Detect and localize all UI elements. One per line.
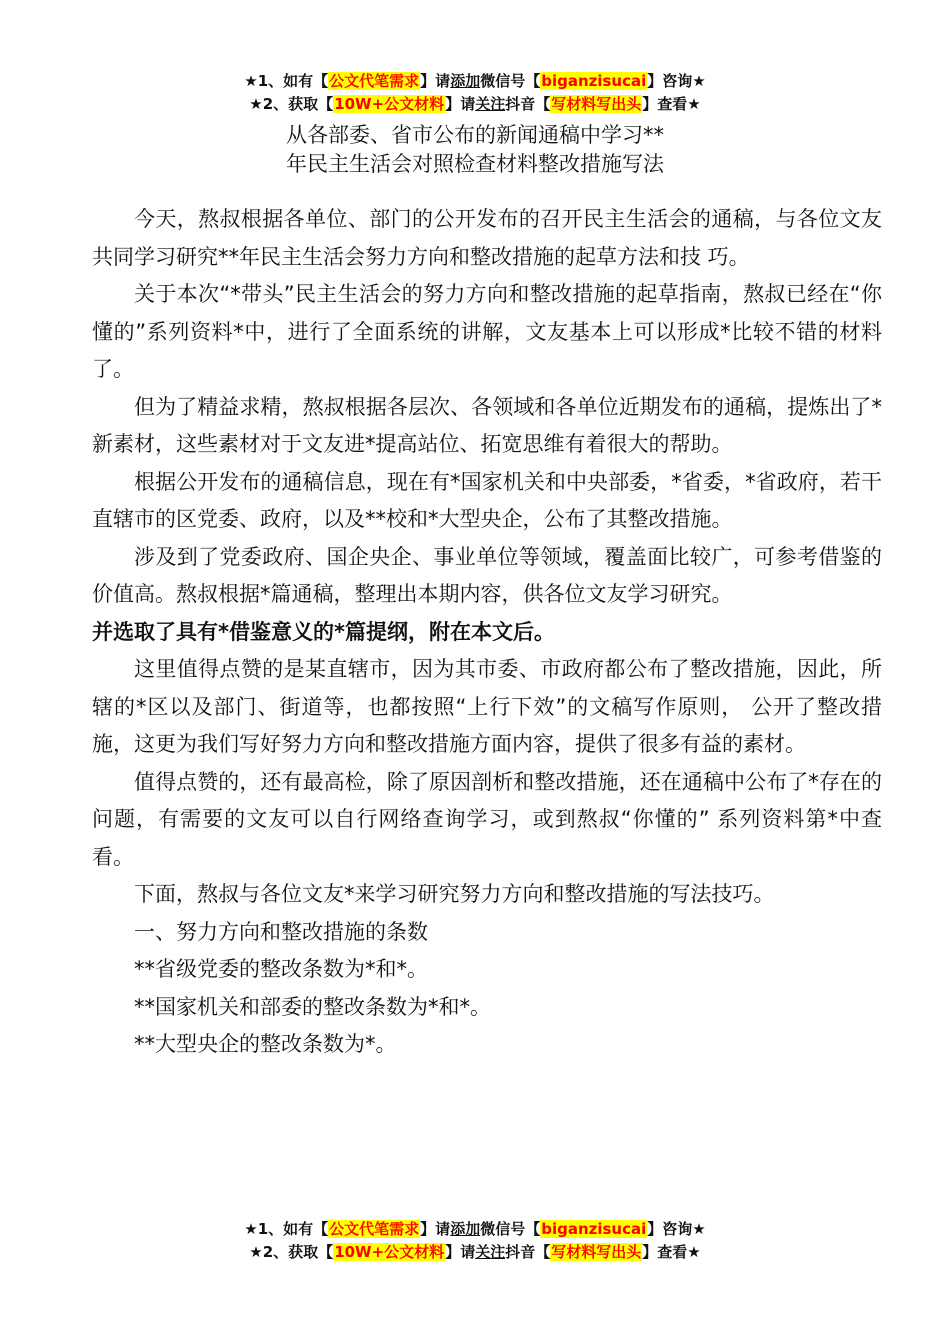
banner-highlight: 写材料写出头 <box>551 1243 642 1261</box>
banner-highlight: biganzisucai <box>541 72 647 90</box>
section-heading: 一、努力方向和整改措施的条数 <box>134 919 428 944</box>
paragraph: 这里值得点赞的是某直辖市，因为其市委、市政府都公布了整改措施，因此，所辖的*区以及部门、街道等，也都按照“上行下效”的文稿写作原则， 公开了整改措施，这更为我们写好努力方向和整改措施方面内容，提供了很多有益的素材。 <box>92 657 882 756</box>
paragraph: 关于本次“*带头”民主生活会的努力方向和整改措施的起草指南，熬叔已经在“你懂的”系列资料*中，进行了全面系统的讲解，文友基本上可以形成*比较不错的材料了。 <box>92 282 882 381</box>
banner-text: 】咨询★ <box>647 72 706 90</box>
banner-highlight: 写材料写出头 <box>551 95 642 113</box>
banner-highlight: 10W+公文材料 <box>334 95 445 113</box>
banner-underline: 添加 <box>450 1220 481 1238</box>
document-body <box>92 201 882 1064</box>
header-banner <box>0 70 950 116</box>
banner-text: 】请 <box>445 95 476 113</box>
paragraph: 今天，熬叔根据各单位、部门的公开发布的召开民主生活会的通稿，与各位文友共同学习研究**年民主生活会努力方向和整改措施的起草方法和技 巧。 <box>92 207 882 269</box>
banner-highlight: 10W+公文材料 <box>334 1243 445 1261</box>
paragraph: 根据公开发布的通稿信息，现在有*国家机关和中央部委，*省委，*省政府，若干直辖市的区党委、政府，以及**校和*大型央企，公布了其整改措施。 <box>92 469 882 531</box>
banner-underline: 添加 <box>450 72 481 90</box>
paragraph: 下面，熬叔与各位文友*来学习研究努力方向和整改措施的写法技巧。 <box>134 882 775 906</box>
banner-underline: 关注 <box>475 95 506 113</box>
title-line-2: 年民主生活会对照检查材料整改措施写法 <box>286 152 664 176</box>
banner-text: 抖音【 <box>505 95 551 113</box>
banner-text: ★2、获取【 <box>249 1243 334 1261</box>
paragraph: **国家机关和部委的整改条数为*和*。 <box>134 994 491 1019</box>
banner-text: ★2、获取【 <box>249 95 334 113</box>
banner-text: 抖音【 <box>505 1243 551 1261</box>
banner-highlight: 公文代笔需求 <box>329 1220 420 1238</box>
banner-text: 】咨询★ <box>647 1220 706 1238</box>
banner-highlight: 公文代笔需求 <box>329 72 420 90</box>
banner-text: 】查看★ <box>642 95 701 113</box>
banner-text: ★1、如有【 <box>244 72 329 90</box>
banner-text: ★1、如有【 <box>244 1220 329 1238</box>
banner-text: 微信号【 <box>480 1220 541 1238</box>
paragraph: **大型央企的整改条数为*。 <box>134 1032 397 1056</box>
title-line-1: 从各部委、省市公布的新闻通稿中学习** <box>286 123 664 147</box>
banner-underline: 关注 <box>475 1243 506 1261</box>
paragraph: 涉及到了党委政府、国企央企、事业单位等领域，覆盖面比较广，可参考借鉴的价值高。熬叔根据*篇通稿，整理出本期内容，供各位文友学习研究。 <box>92 544 882 606</box>
banner-line-2 <box>0 93 950 116</box>
paragraph: 值得点赞的，还有最高检，除了原因剖析和整改措施，还在通稿中公布了*存在的问题，有需要的文友可以自行网络查询学习，或到熬叔“你懂的” 系列资料第*中查看。 <box>92 769 882 869</box>
banner-line-1 <box>0 70 950 93</box>
banner-text: 】请 <box>445 1243 476 1261</box>
banner-text: 】请 <box>420 72 451 90</box>
banner-line-2 <box>0 1241 950 1264</box>
paragraph: 但为了精益求精，熬叔根据各层次、各领域和各单位近期发布的通稿，提炼出了*新素材，这些素材对于文友进*提高站位、拓宽思维有着很大的帮助。 <box>92 394 882 456</box>
bold-paragraph: 并选取了具有*借鉴意义的*篇提纲，附在本文后。 <box>92 619 555 644</box>
document-title <box>0 121 950 179</box>
banner-text: 】请 <box>420 1220 451 1238</box>
footer-banner <box>0 1218 950 1264</box>
banner-highlight: biganzisucai <box>541 1220 647 1238</box>
banner-text: 微信号【 <box>480 72 541 90</box>
paragraph: **省级党委的整改条数为*和*。 <box>134 957 428 981</box>
banner-line-1 <box>0 1218 950 1241</box>
banner-text: 】查看★ <box>642 1243 701 1261</box>
